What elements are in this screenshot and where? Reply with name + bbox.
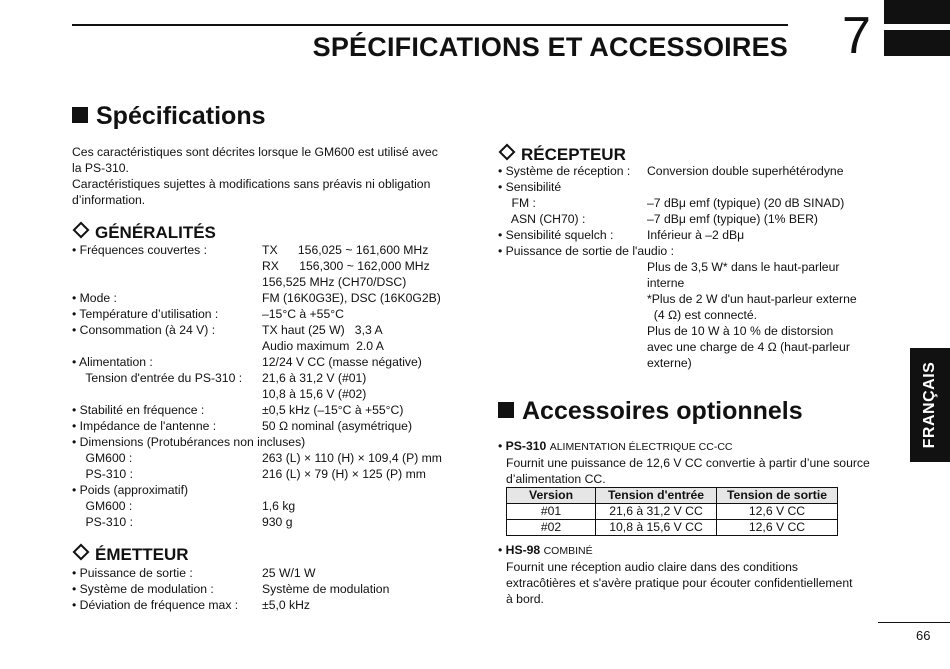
- spec-value: (4 Ω) est connecté.: [647, 308, 758, 322]
- language-tab-label: FRANÇAIS: [921, 361, 938, 449]
- spec-value: Système de modulation: [262, 582, 390, 596]
- spec-value: interne: [647, 276, 685, 290]
- specs-heading: Spécifications: [72, 102, 266, 131]
- table-header: Tension de sortie: [717, 488, 838, 504]
- spec-value: Plus de 10 W à 10 % de distorsion: [647, 324, 834, 338]
- spec-value: –7 dBμ emf (typique) (20 dB SINAD): [647, 196, 845, 210]
- spec-label: PS-310 :: [72, 467, 133, 481]
- spec-value: ±5,0 kHz: [262, 598, 311, 612]
- spec-value: 50 Ω nominal (asymétrique): [262, 419, 413, 433]
- language-tab: [910, 348, 950, 462]
- accessories-heading: Accessoires optionnels: [498, 397, 803, 426]
- transmitter-heading: ÉMETTEUR: [72, 545, 189, 565]
- spec-label: FM :: [498, 196, 536, 210]
- accessory-hs98: • HS-98 COMBINÉ Fournit une réception audio claire dans des conditions extracôtières et s'avère pratique pour écouter confidentiellement à bord.: [498, 543, 853, 606]
- spec-label: • Mode :: [72, 291, 117, 305]
- diamond-icon: [499, 144, 516, 161]
- spec-value: 930 g: [262, 515, 293, 529]
- spec-value: –15°C à +55°C: [262, 307, 344, 321]
- diamond-icon: [73, 544, 90, 561]
- spec-value: externe): [647, 356, 692, 370]
- diamond-icon: [73, 222, 90, 239]
- spec-label: • Sensibilité squelch :: [498, 228, 614, 242]
- spec-value: 263 (L) × 110 (H) × 109,4 (P) mm: [262, 451, 442, 465]
- chapter-tab-bar-bottom: [884, 30, 950, 56]
- spec-value: 21,6 à 31,2 V (#01): [262, 371, 367, 385]
- spec-value: 216 (L) × 79 (H) × 125 (P) mm: [262, 467, 426, 481]
- table-row: #02 10,8 à 15,6 V CC 12,6 V CC: [507, 520, 838, 536]
- header-rule: [72, 24, 788, 26]
- ps310-version-table: [506, 487, 838, 536]
- spec-value: 25 W/1 W: [262, 566, 316, 580]
- spec-value: –7 dBμ emf (typique) (1% BER): [647, 212, 818, 226]
- spec-label: ASN (CH70) :: [498, 212, 586, 226]
- spec-label: • Système de réception :: [498, 164, 631, 178]
- specs-intro: Ces caractéristiques sont décrites lorsque le GM600 est utilisé avec la PS-310. Caractéristiques sujettes à modifications sans préavis ni obligation d’information.: [72, 145, 438, 207]
- page-number: 66: [916, 628, 931, 643]
- spec-value: 10,8 à 15,6 V (#02): [262, 387, 367, 401]
- spec-value: RX 156,300 ~ 162,000 MHz: [262, 259, 430, 273]
- chapter-tab-bar-top: [884, 0, 950, 24]
- footer-rule: [878, 622, 950, 623]
- table-header: Version: [507, 488, 596, 504]
- square-bullet-icon: [498, 402, 514, 418]
- spec-label: • Fréquences couvertes :: [72, 243, 208, 257]
- spec-label: • Impédance de l'antenne :: [72, 419, 217, 433]
- chapter-number: 7: [842, 7, 871, 65]
- spec-value: 1,6 kg: [262, 499, 296, 513]
- spec-label: PS-310 :: [72, 515, 133, 529]
- table-header: Tension d'entrée: [596, 488, 717, 504]
- spec-label: • Dimensions (Protubérances non incluses): [72, 435, 306, 449]
- spec-label: • Alimentation :: [72, 355, 153, 369]
- spec-label: • Consommation (à 24 V) :: [72, 323, 216, 337]
- spec-label: Tension d'entrée du PS-310 :: [72, 371, 243, 385]
- spec-label: • Puissance de sortie de l'audio :: [498, 244, 674, 258]
- accessory-ps310: • PS-310 ALIMENTATION ÉLECTRIQUE CC-CC Fournit une puissance de 12,6 V CC convertie à partir d’une source d’alimentation CC.: [498, 439, 870, 486]
- spec-value: 156,525 MHz (CH70/DSC): [262, 275, 407, 289]
- spec-label: • Déviation de fréquence max :: [72, 598, 239, 612]
- spec-label: • Température d’utilisation :: [72, 307, 219, 321]
- spec-value: FM (16K0G3E), DSC (16K0G2B): [262, 291, 441, 305]
- spec-value: Conversion double superhétérodyne: [647, 164, 844, 178]
- spec-value: 12/24 V CC (masse négative): [262, 355, 422, 369]
- spec-value: Audio maximum 2.0 A: [262, 339, 384, 353]
- spec-value: *Plus de 2 W d'un haut-parleur externe: [647, 292, 857, 306]
- spec-value: Plus de 3,5 W* dans le haut-parleur: [647, 260, 840, 274]
- spec-label: GM600 :: [72, 499, 133, 513]
- spec-label: GM600 :: [72, 451, 133, 465]
- square-bullet-icon: [72, 107, 88, 123]
- spec-value: Inférieur à –2 dBμ: [647, 228, 745, 242]
- general-heading: GÉNÉRALITÉS: [72, 223, 216, 243]
- spec-value: ±0,5 kHz (–15°C à +55°C): [262, 403, 404, 417]
- page-title: SPÉCIFICATIONS ET ACCESSOIRES: [312, 32, 788, 62]
- spec-label: • Sensibilité: [498, 180, 562, 194]
- receiver-heading: RÉCEPTEUR: [498, 145, 626, 165]
- spec-label: • Stabilité en fréquence :: [72, 403, 205, 417]
- spec-value: TX haut (25 W) 3,3 A: [262, 323, 383, 337]
- spec-value: TX 156,025 ~ 161,600 MHz: [262, 243, 429, 257]
- spec-label: • Système de modulation :: [72, 582, 214, 596]
- spec-label: • Puissance de sortie :: [72, 566, 193, 580]
- spec-label: • Poids (approximatif): [72, 483, 189, 497]
- spec-value: avec une charge de 4 Ω (haut-parleur: [647, 340, 850, 354]
- table-row: #01 21,6 à 31,2 V CC 12,6 V CC: [507, 504, 838, 520]
